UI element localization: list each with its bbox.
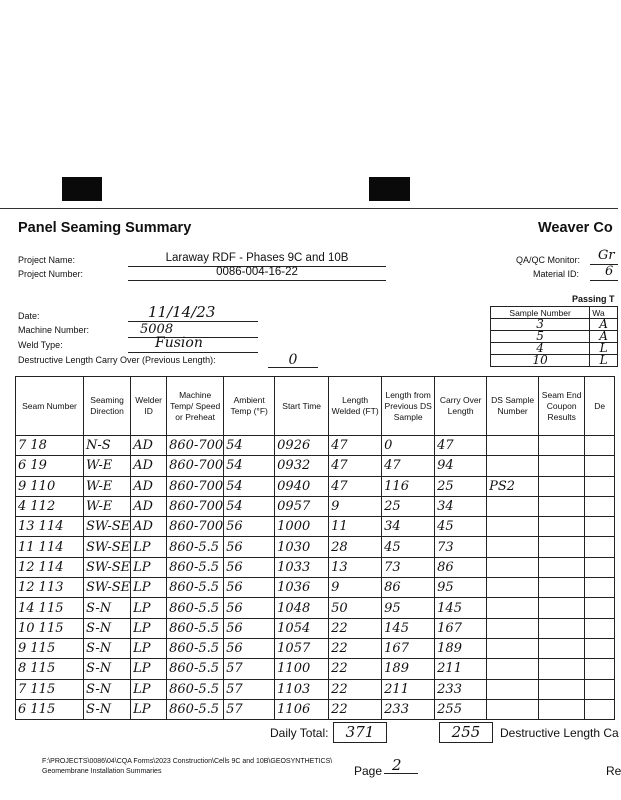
table-cell: 233 <box>382 699 435 719</box>
table-row <box>16 699 615 719</box>
table-cell: LP <box>131 659 167 679</box>
table-cell: 0932 <box>275 456 329 476</box>
table-cell <box>487 578 539 598</box>
table-cell: 47 <box>329 456 382 476</box>
table-cell: 54 <box>224 496 275 516</box>
table-cell: 14 115 <box>16 598 84 618</box>
table-cell: 86 <box>382 578 435 598</box>
table-cell: 9 <box>329 496 382 516</box>
project-number-underline <box>128 280 386 281</box>
table-cell: LP <box>131 537 167 557</box>
table-cell: LP <box>131 638 167 658</box>
table-cell: 860-5.5 <box>167 699 224 719</box>
table-cell: 56 <box>224 557 275 577</box>
table-cell <box>539 598 585 618</box>
table-cell: 1057 <box>275 638 329 658</box>
table-cell: 211 <box>382 679 435 699</box>
table-cell: 6 115 <box>16 699 84 719</box>
passing-sample: 4 <box>491 343 590 355</box>
company-name: Weaver Co <box>538 220 613 236</box>
table-cell: 0957 <box>275 496 329 516</box>
table-cell: 211 <box>435 659 487 679</box>
table-row <box>16 517 615 537</box>
passing-col-sample: Sample Number <box>491 307 590 319</box>
table-cell: 255 <box>435 699 487 719</box>
table-cell: 6 19 <box>16 456 84 476</box>
table-cell <box>487 436 539 456</box>
table-cell <box>585 598 615 618</box>
table-cell: 57 <box>224 679 275 699</box>
table-cell <box>539 578 585 598</box>
table-cell: 0926 <box>275 436 329 456</box>
table-cell <box>539 679 585 699</box>
table-cell: 54 <box>224 456 275 476</box>
table-cell <box>585 618 615 638</box>
table-cell: 73 <box>435 537 487 557</box>
table-cell: 4 112 <box>16 496 84 516</box>
table-cell: 11 <box>329 517 382 537</box>
table-row <box>16 679 615 699</box>
qa-monitor-label: QA/QC Monitor: <box>516 255 581 265</box>
table-cell <box>585 578 615 598</box>
table-cell <box>539 436 585 456</box>
seaming-table <box>15 376 615 720</box>
table-cell: 12 114 <box>16 557 84 577</box>
carry-over-underline <box>268 367 318 368</box>
table-cell <box>487 557 539 577</box>
passing-sample: 10 <box>491 355 590 367</box>
table-cell: 57 <box>224 659 275 679</box>
table-cell: LP <box>131 578 167 598</box>
table-row <box>16 496 615 516</box>
table-row <box>16 436 615 456</box>
table-cell <box>585 456 615 476</box>
table-cell: 860-5.5 <box>167 618 224 638</box>
table-cell: W-E <box>84 496 131 516</box>
table-cell: 860-5.5 <box>167 679 224 699</box>
table-row <box>16 476 615 496</box>
table-cell <box>539 557 585 577</box>
table-cell: 56 <box>224 537 275 557</box>
table-cell: 56 <box>224 517 275 537</box>
table-cell: AD <box>131 456 167 476</box>
column-header: Seam End Coupon Results <box>539 377 585 436</box>
table-cell: 189 <box>382 659 435 679</box>
passing-val: L <box>590 355 618 367</box>
page-title: Panel Seaming Summary <box>18 220 192 236</box>
weld-type-underline <box>128 352 258 353</box>
table-cell: S-N <box>84 618 131 638</box>
weld-type-label: Weld Type: <box>18 340 63 350</box>
passing-sample: 5 <box>491 331 590 343</box>
table-cell: 47 <box>382 456 435 476</box>
table-cell: 56 <box>224 618 275 638</box>
table-cell <box>487 598 539 618</box>
table-row <box>16 598 615 618</box>
passing-val: L <box>590 343 618 355</box>
table-cell: 860-700 <box>167 456 224 476</box>
table-cell <box>487 537 539 557</box>
table-cell: 1100 <box>275 659 329 679</box>
table-cell <box>539 496 585 516</box>
passing-heading: Passing T <box>572 294 615 304</box>
table-cell: W-E <box>84 456 131 476</box>
table-cell: 95 <box>382 598 435 618</box>
table-cell <box>487 618 539 638</box>
table-cell: 0940 <box>275 476 329 496</box>
table-cell: 1048 <box>275 598 329 618</box>
table-cell: 860-700 <box>167 436 224 456</box>
table-cell: 860-5.5 <box>167 537 224 557</box>
daily-total-value: 371 <box>333 722 387 743</box>
table-cell: LP <box>131 679 167 699</box>
column-header: Carry Over Length <box>435 377 487 436</box>
table-cell: S-N <box>84 679 131 699</box>
table-cell: PS2 <box>487 476 539 496</box>
page-underline <box>384 773 418 774</box>
table-header-row <box>16 377 615 436</box>
table-cell: 13 <box>329 557 382 577</box>
table-cell: 1106 <box>275 699 329 719</box>
table-cell: 1036 <box>275 578 329 598</box>
table-cell: 9 110 <box>16 476 84 496</box>
table-cell: 28 <box>329 537 382 557</box>
machine-number-value: 5008 <box>140 322 174 337</box>
table-cell: 45 <box>382 537 435 557</box>
carry-over-value: 0 <box>288 352 298 368</box>
table-cell: S-N <box>84 598 131 618</box>
table-cell <box>585 557 615 577</box>
table-cell: 34 <box>435 496 487 516</box>
machine-number-label: Machine Number: <box>18 325 90 335</box>
table-cell: 860-5.5 <box>167 659 224 679</box>
table-row <box>16 557 615 577</box>
table-cell: 47 <box>329 476 382 496</box>
table-cell: 57 <box>224 699 275 719</box>
table-cell <box>487 659 539 679</box>
table-cell: 54 <box>224 436 275 456</box>
table-cell: SW-SE <box>84 537 131 557</box>
table-cell <box>585 517 615 537</box>
column-header: Length Welded (FT) <box>329 377 382 436</box>
passing-val: A <box>590 319 618 331</box>
redaction-bar-right <box>369 177 410 201</box>
destructive-length-label: Destructive Length Ca <box>500 726 619 740</box>
table-cell: 860-5.5 <box>167 578 224 598</box>
table-cell: AD <box>131 517 167 537</box>
table-cell <box>539 537 585 557</box>
table-cell: 95 <box>435 578 487 598</box>
table-cell: 167 <box>382 638 435 658</box>
table-cell: 7 115 <box>16 679 84 699</box>
table-cell: LP <box>131 557 167 577</box>
table-cell: 145 <box>382 618 435 638</box>
table-cell: N-S <box>84 436 131 456</box>
table-cell <box>585 496 615 516</box>
table-cell <box>487 496 539 516</box>
table-cell <box>539 659 585 679</box>
project-number-label: Project Number: <box>18 269 84 279</box>
table-cell: 22 <box>329 659 382 679</box>
table-cell: 233 <box>435 679 487 699</box>
table-cell: LP <box>131 699 167 719</box>
table-cell: 860-5.5 <box>167 638 224 658</box>
table-cell: 56 <box>224 598 275 618</box>
table-cell: 10 115 <box>16 618 84 638</box>
material-id-value: 6 <box>605 264 614 279</box>
carry-total-value: 255 <box>439 722 493 743</box>
table-cell: 47 <box>329 436 382 456</box>
column-header: De <box>585 377 615 436</box>
passing-table <box>490 306 618 367</box>
table-cell <box>539 699 585 719</box>
table-cell: 25 <box>382 496 435 516</box>
table-cell <box>487 517 539 537</box>
table-cell: 50 <box>329 598 382 618</box>
table-cell: 7 18 <box>16 436 84 456</box>
table-cell: 54 <box>224 476 275 496</box>
page-number: 2 <box>392 756 402 774</box>
table-cell: 73 <box>382 557 435 577</box>
header-rule <box>0 208 618 209</box>
table-cell: 11 114 <box>16 537 84 557</box>
table-cell: LP <box>131 618 167 638</box>
passing-val: A <box>590 331 618 343</box>
table-row <box>16 638 615 658</box>
table-cell: 12 113 <box>16 578 84 598</box>
column-header: Length from Previous DS Sample <box>382 377 435 436</box>
table-cell: 94 <box>435 456 487 476</box>
table-cell: S-N <box>84 699 131 719</box>
table-row <box>16 456 615 476</box>
table-cell: SW-SE <box>84 578 131 598</box>
table-body <box>16 436 615 720</box>
table-cell: 25 <box>435 476 487 496</box>
table-cell: 1103 <box>275 679 329 699</box>
table-cell: 860-5.5 <box>167 598 224 618</box>
passing-col-wa: Wa <box>590 307 618 319</box>
table-cell <box>487 679 539 699</box>
table-cell <box>585 659 615 679</box>
file-path-line1: F:\PROJECTS\0086\04\CQA Forms\2023 Construction\Cells 9C and 10B\GEOSYNTHETICS\ <box>42 758 333 765</box>
table-cell: 56 <box>224 638 275 658</box>
table-row <box>16 537 615 557</box>
table-cell <box>585 699 615 719</box>
table-cell <box>539 638 585 658</box>
column-header: Seaming Direction <box>84 377 131 436</box>
table-cell: AD <box>131 436 167 456</box>
column-header: Seam Number <box>16 377 84 436</box>
table-cell: 189 <box>435 638 487 658</box>
table-cell: 22 <box>329 699 382 719</box>
table-cell: S-N <box>84 638 131 658</box>
date-label: Date: <box>18 311 40 321</box>
table-cell <box>487 699 539 719</box>
redaction-bar-left <box>62 177 102 201</box>
material-id-underline <box>590 280 618 281</box>
column-header: Ambient Temp (°F) <box>224 377 275 436</box>
table-cell: LP <box>131 598 167 618</box>
table-cell <box>585 537 615 557</box>
passing-sample: 3 <box>491 319 590 331</box>
table-row <box>16 618 615 638</box>
table-cell: 9 <box>329 578 382 598</box>
project-name-value: Laraway RDF - Phases 9C and 10B <box>165 252 349 264</box>
table-cell: 22 <box>329 638 382 658</box>
table-cell <box>585 436 615 456</box>
weld-type-value: Fusion <box>155 335 203 351</box>
table-cell <box>487 638 539 658</box>
table-row <box>16 578 615 598</box>
file-path-line2: Geomembrane Installation Summaries <box>42 768 162 775</box>
table-cell: 860-5.5 <box>167 557 224 577</box>
table-row <box>16 659 615 679</box>
table-cell: 145 <box>435 598 487 618</box>
table-cell: 86 <box>435 557 487 577</box>
table-cell: 167 <box>435 618 487 638</box>
daily-total-label: Daily Total: <box>270 726 329 740</box>
table-cell: 860-700 <box>167 517 224 537</box>
date-value: 11/14/23 <box>148 303 216 321</box>
table-cell <box>585 638 615 658</box>
table-cell: AD <box>131 496 167 516</box>
column-header: Welder ID <box>131 377 167 436</box>
column-header: Start Time <box>275 377 329 436</box>
table-cell: W-E <box>84 476 131 496</box>
table-cell <box>539 618 585 638</box>
table-cell: 860-700 <box>167 476 224 496</box>
qa-monitor-underline <box>590 264 618 265</box>
table-cell <box>487 456 539 476</box>
table-cell <box>585 476 615 496</box>
table-cell: AD <box>131 476 167 496</box>
table-cell: SW-SE <box>84 517 131 537</box>
column-header: DS Sample Number <box>487 377 539 436</box>
project-number-value: 0086-004-16-22 <box>216 266 298 278</box>
table-cell: 45 <box>435 517 487 537</box>
table-cell: 860-700 <box>167 496 224 516</box>
table-cell: 1030 <box>275 537 329 557</box>
revision-mark: Re <box>606 764 621 778</box>
table-cell: 47 <box>435 436 487 456</box>
table-cell: S-N <box>84 659 131 679</box>
table-cell: 8 115 <box>16 659 84 679</box>
table-cell: 116 <box>382 476 435 496</box>
table-cell <box>585 679 615 699</box>
project-name-label: Project Name: <box>18 255 76 265</box>
table-cell: 1054 <box>275 618 329 638</box>
page-label: Page <box>354 764 383 778</box>
table-cell: 0 <box>382 436 435 456</box>
table-cell: 22 <box>329 679 382 699</box>
table-cell <box>539 517 585 537</box>
table-cell: SW-SE <box>84 557 131 577</box>
table-cell: 34 <box>382 517 435 537</box>
table-cell: 9 115 <box>16 638 84 658</box>
column-header: Machine Temp/ Speed or Preheat <box>167 377 224 436</box>
table-cell <box>539 476 585 496</box>
carry-over-label: Destructive Length Carry Over (Previous Length): <box>18 355 216 365</box>
qa-monitor-value: Gr <box>598 248 615 263</box>
material-id-label: Material ID: <box>533 269 580 279</box>
table-cell: 1033 <box>275 557 329 577</box>
table-cell: 13 114 <box>16 517 84 537</box>
table-cell: 22 <box>329 618 382 638</box>
table-cell: 56 <box>224 578 275 598</box>
table-cell <box>539 456 585 476</box>
table-cell: 1000 <box>275 517 329 537</box>
